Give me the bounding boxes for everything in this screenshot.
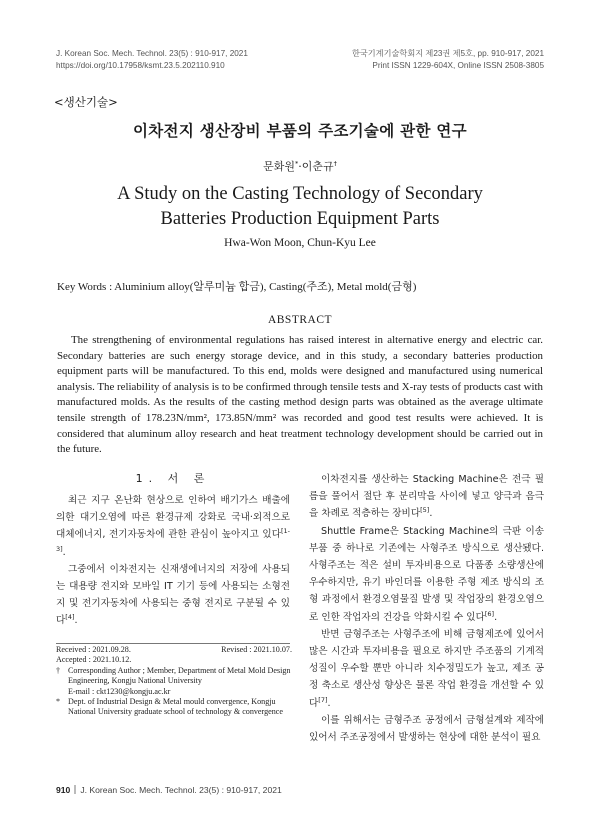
keywords	[57, 278, 416, 294]
running-header-right	[352, 48, 544, 72]
author-separator: ·	[298, 160, 302, 173]
paragraph: 이차전지를 생산하는 Stacking Machine은 전극 필름을 풀어서 절단 후 분리막을 사이에 넣고 양극과 음극을 차례로 적층하는 장비다[5].	[309, 474, 544, 520]
authors-korean	[0, 158, 600, 174]
corresponding-author-note: † Corresponding Author ; Member, Department of Metal Mold Design Engineering, Kongju National University	[56, 665, 291, 686]
section-label: <생산기술>	[54, 95, 118, 109]
keywords-text: Aluminium alloy(알루미늄 합금), Casting(주조), Metal mold(금형)	[114, 281, 417, 293]
keywords-label: Key Words :	[57, 281, 113, 293]
author-2-korean: 이춘규	[301, 160, 334, 173]
author-1-korean: 문화원	[263, 160, 295, 173]
paragraph: 최근 지구 온난화 현상으로 인하여 배기가스 배출에 의한 대기오염에 따른 환경규제 강화로 국내·외적으로 대체에너지, 전기자동차에 관한 관심이 높아지고 있다[1-3].	[56, 495, 290, 558]
citation-ref[interactable]: [7]	[318, 695, 328, 704]
body-column-right	[309, 471, 544, 746]
journal-citation: J. Korean Soc. Mech. Technol. 23(5) : 910-917, 2021	[56, 49, 248, 58]
footnote-divider	[56, 643, 290, 644]
author-email[interactable]: E-mail : ckt1230@kongju.ac.kr	[68, 686, 171, 696]
footer-divider	[74, 785, 76, 794]
citation-ref[interactable]: [6]	[484, 609, 495, 618]
citation-ref[interactable]: [5]	[420, 506, 430, 515]
citation-ref[interactable]: [4]	[65, 613, 75, 622]
author-1-mark: *	[295, 159, 299, 168]
author-affiliation-note: * Dept. of Industrial Design & Metal mould convergence, Kongju National University graduate school of technology & convergence	[56, 697, 283, 717]
section-1-heading: 1. 서 론	[135, 472, 211, 485]
page-footer	[56, 785, 282, 795]
paper-title-english	[0, 182, 600, 232]
footer-citation: J. Korean Soc. Mech. Technol. 23(5) : 910-917, 2021	[80, 785, 282, 795]
page-number: 910	[56, 785, 71, 795]
doi-link[interactable]: https://doi.org/10.17958/ksmt.23.5.202110.910	[56, 61, 225, 70]
footnotes	[56, 645, 292, 718]
body-column-left	[56, 492, 290, 630]
authors-english: Hwa-Won Moon, Chun-Kyu Lee	[224, 237, 376, 249]
title-en-line-1: A Study on the Casting Technology of Secondary	[117, 184, 483, 204]
abstract-text: The strengthening of environmental regulations has raised interest in alternative energy and electric car. Secondary batteries are such energy storage device, and in this study, a secondary batteries production equipment parts will be manufactured. To this end, molds were designed and manufactured using numerical analysis. The reliability of analysis is to be confirmed through tensile tests and X-ray tests of products cast with manufactured molds. As the results of the casting method design parts was obtained as the average ultimate tensile strength of 178.23N/mm², 173.85N/mm² was recorded and good test results were achieved. It is considered that aluminum alloy research and heat treatment technology development should be carried out in the future.	[57, 334, 543, 456]
title-en-line-2: Batteries Production Equipment Parts	[160, 209, 440, 229]
issn-info: Print ISSN 1229-604X, Online ISSN 2508-3805	[372, 61, 544, 70]
paper-title-korean: 이차전지 생산장비 부품의 주조기술에 관한 연구	[133, 122, 467, 140]
submission-dates	[56, 645, 292, 655]
running-header-left	[56, 48, 248, 72]
journal-citation-korean: 한국기계기술학회지 제23권 제5호, pp. 910-917, 2021	[351, 49, 544, 58]
abstract-heading: ABSTRACT	[267, 314, 333, 326]
paragraph: 반면 금형주조는 사형주조에 비해 금형제조에 있어서 많은 시간과 투자비용을 필요로 하지만 주조품의 기계적 성질이 우수할 뿐만 아니라 치수정밀도가 높고, 제조 공정 축소로 생산성 향상은 물론 작업 환경을 개선할 수 있다[7].	[309, 628, 544, 709]
revised-date: Revised : 2021.10.07.	[221, 645, 292, 654]
accepted-date: Accepted : 2021.10.12.	[56, 655, 132, 665]
paragraph: 이를 위해서는 금형주조 공정에서 금형설계와 제작에 있어서 주조공정에서 발생하는 현상에 대한 분석이 필요	[309, 714, 544, 744]
paragraph: Shuttle Frame은 Stacking Machine의 극판 이송 부품 중 하나로 기존에는 사형주조 방식으로 생산됐다. 사형주조는 적은 설비 투자비용으로 다품종 소량생산에 우수하지만, 유기 바인더를 이용한 주형 제조 방식의 조형 과정에서 환경오염물질 발생 및 작업장의 환경오염으로 인한 작업자의 건강을 악화시킬 수 있다[6].	[309, 525, 544, 623]
received-date: Received : 2021.09.28.	[56, 645, 131, 654]
citation-ref[interactable]: [1-3]	[56, 527, 290, 553]
paragraph: 그중에서 이차전지는 신재생에너지의 저장에 사용되는 대용량 전지와 모바일 IT 기기 등에 사용되는 소형전지 및 전기자동차에 사용되는 중형 전지로 구분될 수 있다[4].	[56, 563, 290, 627]
corresponding-author-mark: †	[333, 159, 337, 168]
